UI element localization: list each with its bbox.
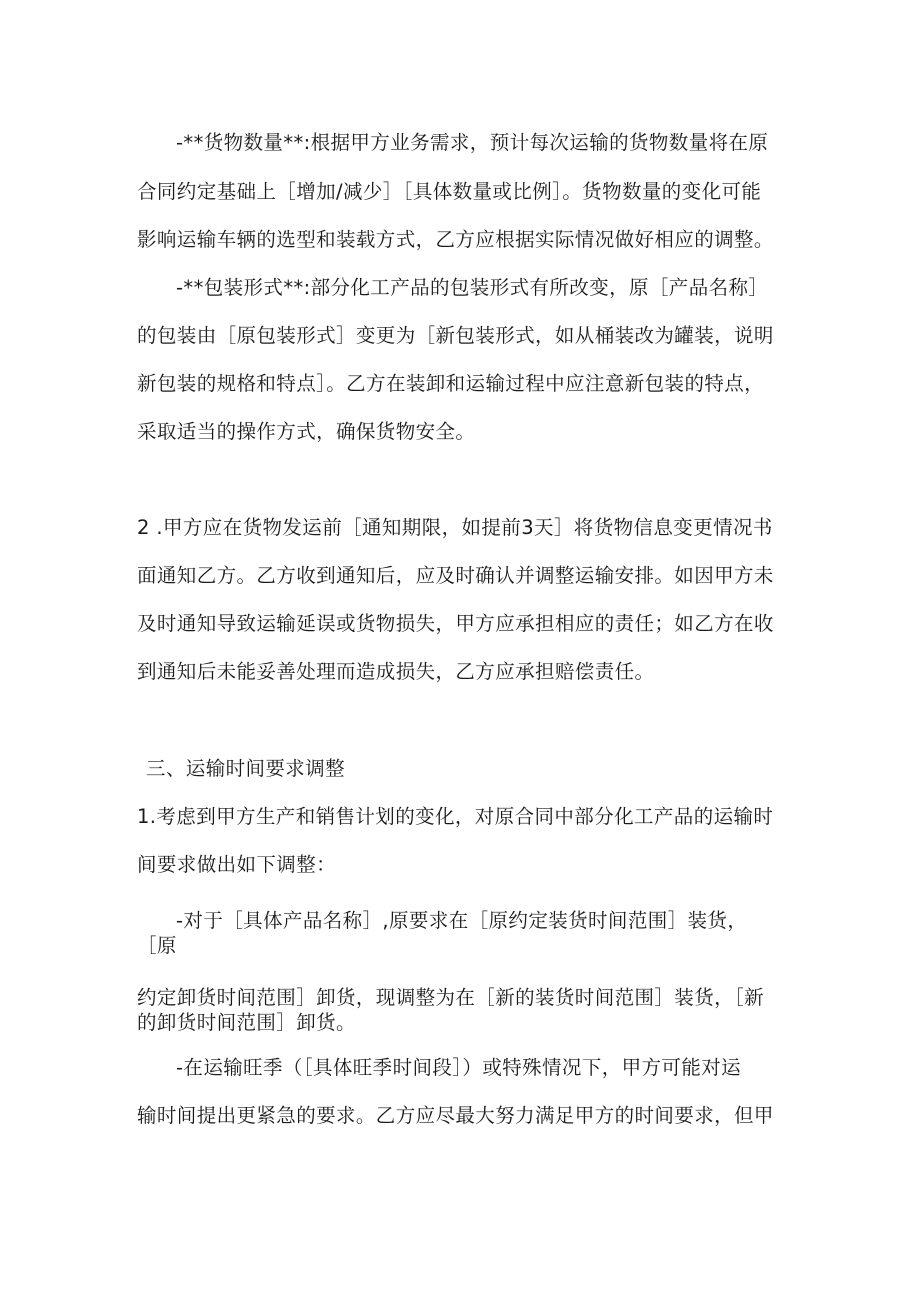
time-intro-line-2: 间要求做出如下调整： bbox=[137, 853, 337, 876]
time-adjust-line-3: 约定卸货时间范围］卸货，现调整为在［新的装货时间范围］装货，［新 bbox=[137, 986, 765, 1009]
quantity-line-1: -**货物数量**:根据甲方业务需求，预计每次运输的货物数量将在原 bbox=[176, 131, 769, 154]
peak-line-1: -在运输旺季（［具体旺季时间段］）或特殊情况下，甲方可能对运 bbox=[176, 1056, 742, 1079]
packaging-line-2: 的包装由［原包装形式］变更为［新包装形式，如从桶装改为罐装，说明 bbox=[137, 324, 774, 347]
packaging-line-4: 采取适当的操作方式，确保货物安全。 bbox=[137, 420, 476, 443]
time-adjust-line-4: 的卸货时间范围］卸货。 bbox=[137, 1011, 356, 1034]
quantity-line-2: 合同约定基础上［增加/减少］［具体数量或比例］。货物数量的变化可能 bbox=[137, 180, 762, 203]
notice-line-3: 及时通知导致运输延误或货物损失，甲方应承担相应的责任；如乙方在收 bbox=[137, 612, 774, 635]
packaging-line-1: -**包装形式**:部分化工产品的包装形式有所改变，原［产品名称］ bbox=[176, 276, 769, 299]
time-adjust-line-2: ［原 bbox=[137, 934, 177, 957]
time-adjust-line-1: -对于［具体产品名称］,原要求在［原约定装货时间范围］装货， bbox=[176, 909, 748, 932]
quantity-line-3: 影响运输车辆的选型和装载方式，乙方应根据实际情况做好相应的调整。 bbox=[137, 228, 774, 251]
notice-line-4: 到通知后未能妥善处理而造成损失，乙方应承担赔偿责任。 bbox=[137, 660, 655, 683]
notice-line-1: 2 .甲方应在货物发运前［通知期限，如提前3天］将货物信息变更情况书 bbox=[137, 516, 773, 539]
notice-line-2: 面通知乙方。乙方收到通知后，应及时确认并调整运输安排。如因甲方未 bbox=[137, 564, 774, 587]
peak-line-2: 输时间提出更紧急的要求。乙方应尽最大努力满足甲方的时间要求，但甲 bbox=[137, 1104, 774, 1127]
time-intro-line-1: 1.考虑到甲方生产和销售计划的变化，对原合同中部分化工产品的运输时 bbox=[137, 805, 774, 828]
section-heading: 三、运输时间要求调整 bbox=[146, 757, 346, 780]
packaging-line-3: 新包装的规格和特点］。乙方在装卸和运输过程中应注意新包装的特点， bbox=[137, 372, 765, 395]
